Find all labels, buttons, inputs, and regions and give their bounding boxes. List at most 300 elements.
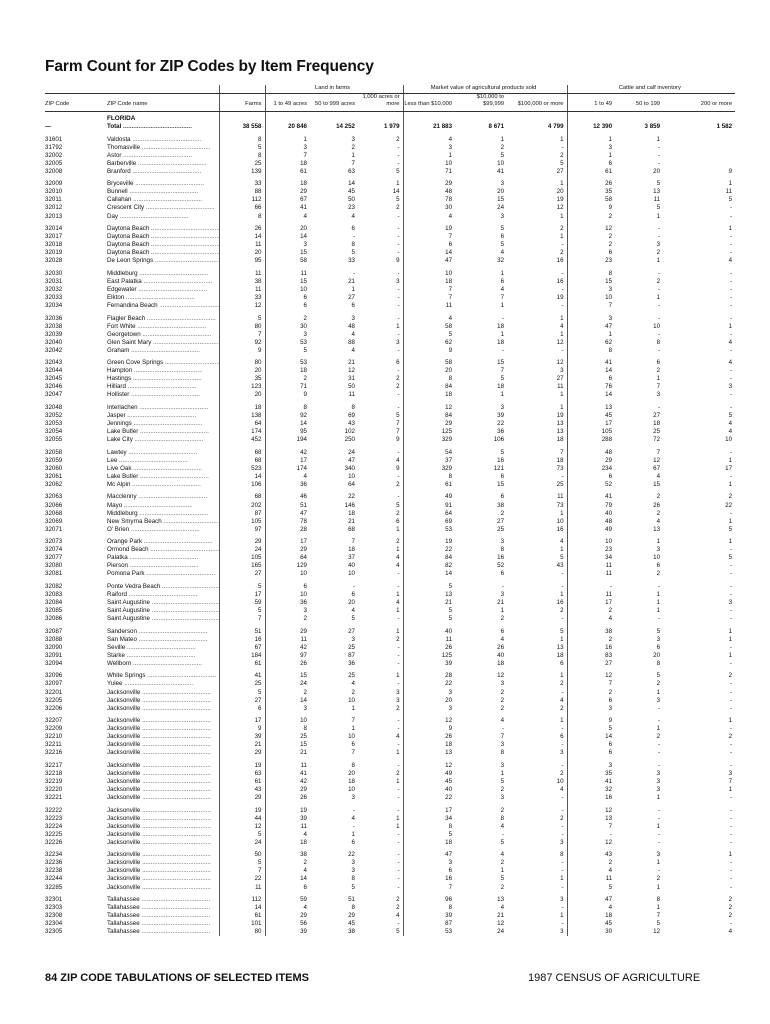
value-cell: -	[657, 159, 661, 167]
value-cell: -	[358, 160, 403, 168]
value-cell: -	[730, 277, 733, 285]
value-cell: 2	[507, 705, 567, 713]
value-cell: 19	[507, 412, 567, 420]
value-cell: -	[358, 391, 403, 399]
value-cell: 8	[303, 725, 307, 733]
zip-code-cell: 32046	[45, 383, 63, 391]
zip-code-cell: 32207	[45, 717, 63, 725]
value-cell: 1	[358, 323, 403, 331]
value-cell: -	[507, 884, 567, 892]
value-cell: 30	[300, 322, 307, 330]
value-cell: 5	[219, 859, 265, 867]
value-cell: -	[501, 314, 505, 322]
value-cell: 12	[605, 806, 613, 814]
value-cell: 6	[608, 749, 613, 757]
value-cell: 6	[500, 233, 505, 241]
value-cell: 49	[605, 525, 613, 533]
value-cell: 3	[656, 241, 661, 249]
zip-name-cell: Tallahassee .....	[107, 904, 219, 912]
value-cell: -	[507, 270, 567, 278]
value-cell: 125	[441, 428, 453, 436]
zip-code-cell: 32086	[45, 615, 63, 623]
zip-code-cell: 32220	[45, 786, 63, 794]
zip-code-cell: 32062	[45, 480, 63, 488]
value-cell: 41	[605, 777, 613, 785]
value-cell: 22	[725, 501, 733, 509]
value-cell: 138	[219, 412, 265, 420]
zip-code-cell: 32303	[45, 904, 63, 912]
value-cell: 2	[500, 688, 505, 696]
value-cell: -	[730, 643, 733, 651]
value-cell: -	[507, 583, 567, 591]
zip-name-cell: Day .....	[107, 213, 219, 221]
value-cell: 49	[445, 493, 453, 501]
value-cell: 2	[507, 680, 567, 688]
zip-name-cell: Daytona Beach .....	[107, 233, 219, 241]
value-cell: 102	[344, 428, 355, 436]
value-cell: 1	[351, 151, 355, 159]
zip-name-cell: White Springs .....	[107, 672, 219, 680]
value-cell: 59	[300, 896, 307, 904]
value-cell: 5	[507, 628, 567, 636]
value-cell: 43	[348, 420, 355, 428]
zip-code-cell: 32209	[45, 725, 63, 733]
value-cell: 41	[219, 672, 265, 680]
value-cell: 61	[219, 912, 265, 920]
value-cell: 7	[219, 867, 265, 875]
value-cell: 3	[351, 635, 355, 643]
value-cell: 29	[300, 786, 307, 794]
value-cell: 17	[605, 420, 613, 428]
value-cell: 79	[605, 501, 613, 509]
zip-code-cell: 32234	[45, 851, 63, 859]
value-cell: 14	[605, 367, 613, 375]
value-cell: 40	[445, 627, 453, 635]
value-cell: 25	[348, 643, 355, 651]
value-cell: 2	[507, 152, 567, 160]
value-cell: -	[358, 294, 403, 302]
value-cell: -	[358, 404, 403, 412]
value-cell: -	[358, 367, 403, 375]
value-cell: 2	[303, 688, 307, 696]
value-cell: 1	[656, 904, 661, 912]
table-row	[45, 449, 735, 457]
value-cell: 5	[448, 615, 453, 623]
value-cell: 3	[500, 680, 505, 688]
value-cell: 5	[358, 502, 403, 510]
value-cell: 1	[351, 285, 355, 293]
value-cell: 11	[219, 286, 265, 294]
value-cell: -	[507, 347, 567, 355]
table-row	[45, 481, 735, 489]
value-cell: 58	[605, 196, 613, 204]
value-cell: -	[358, 152, 403, 160]
value-cell: 6	[500, 493, 505, 501]
value-cell: 2	[303, 859, 307, 867]
value-cell: 11	[219, 270, 265, 278]
zip-name-cell: Callahan .....	[107, 196, 219, 204]
value-cell: -	[507, 570, 567, 578]
value-cell: 27	[653, 412, 661, 420]
table-row	[45, 168, 735, 176]
table-header	[45, 85, 735, 112]
value-cell: 27	[348, 627, 355, 635]
value-cell: 30	[445, 204, 453, 212]
value-cell: 26	[445, 643, 453, 651]
value-cell: -	[730, 704, 733, 712]
table-row	[45, 831, 735, 839]
value-cell: 4	[507, 786, 567, 794]
table-row	[45, 554, 735, 562]
value-cell: 1	[656, 135, 661, 143]
value-cell: -	[507, 689, 567, 697]
value-cell: 58	[300, 257, 307, 265]
col-zip-code: ZIP Code	[45, 94, 107, 112]
zip-code-cell: 32040	[45, 338, 63, 346]
value-cell: 1	[728, 225, 733, 233]
zip-name-cell: Jacksonville .....	[107, 831, 219, 839]
value-cell: 3	[656, 696, 661, 704]
zip-name-cell: Mayo .....	[107, 502, 219, 510]
value-cell: 3	[500, 794, 505, 802]
table-row	[45, 518, 735, 526]
value-cell: 234	[601, 464, 613, 472]
value-cell: 1	[507, 717, 567, 725]
value-cell: 6	[351, 225, 355, 233]
value-cell: 4	[728, 338, 733, 346]
value-cell: 50	[348, 196, 355, 204]
value-cell	[663, 160, 735, 168]
value-cell: 80	[219, 323, 265, 331]
zip-name-cell: Lake Butler .....	[107, 428, 219, 436]
col-less-than-10000: Less than $10,000	[403, 94, 455, 112]
value-cell: 18	[507, 457, 567, 465]
value-cell: 12	[507, 359, 567, 367]
value-cell: 21	[348, 517, 355, 525]
value-cell: 3	[507, 749, 567, 757]
value-cell: 1	[507, 636, 567, 644]
value-cell: 5	[351, 615, 355, 623]
table-row	[45, 851, 735, 859]
value-cell: -	[358, 725, 403, 733]
value-cell: 20	[653, 167, 661, 175]
zip-code-cell: 32211	[45, 741, 62, 749]
table-row	[45, 347, 735, 355]
value-cell: 15	[605, 277, 613, 285]
value-cell: 5	[656, 920, 661, 928]
value-cell: 1	[507, 315, 567, 323]
value-cell: 174	[219, 428, 265, 436]
value-cell: 5	[219, 144, 265, 152]
value-cell: 2	[358, 705, 403, 713]
value-cell: 1	[656, 212, 661, 220]
zip-name-cell: Lake Butler .....	[107, 473, 219, 481]
value-cell: 21	[348, 359, 355, 367]
value-cell: 5	[507, 160, 567, 168]
value-cell: 18	[348, 777, 355, 785]
value-cell: 7	[656, 383, 661, 391]
value-cell: 1	[507, 136, 567, 144]
value-cell: -	[657, 233, 661, 241]
value-cell: 4	[500, 717, 505, 725]
value-cell: 14	[300, 875, 307, 883]
value-cell: 14	[605, 391, 613, 399]
zip-code-cell: 32002	[45, 151, 63, 159]
value-cell: -	[358, 493, 403, 501]
value-cell: 22	[445, 794, 453, 802]
value-cell: 1	[358, 607, 403, 615]
value-cell: 1	[656, 688, 661, 696]
value-cell: 18	[300, 159, 307, 167]
value-cell: 105	[219, 518, 265, 526]
value-cell: 51	[300, 501, 307, 509]
value-cell: -	[657, 806, 661, 814]
value-cell: 4	[303, 867, 307, 875]
value-cell: 10	[348, 733, 355, 741]
value-cell: 9	[219, 725, 265, 733]
value-cell: 2	[358, 136, 403, 144]
value-cell: -	[358, 859, 403, 867]
value-cell: 22	[219, 875, 265, 883]
value-cell: -	[352, 822, 355, 830]
value-cell: 20	[445, 367, 453, 375]
value-cell: 1	[507, 672, 567, 680]
value-cell: 27	[605, 659, 613, 667]
value-cell: 2	[358, 383, 403, 391]
value-cell: 38	[605, 627, 613, 635]
zip-name-cell: Jacksonville .....	[107, 823, 219, 831]
value-cell: 3	[303, 704, 307, 712]
value-cell: 1	[728, 322, 733, 330]
value-cell: 15	[497, 359, 505, 367]
value-cell: -	[358, 225, 403, 233]
zip-code-cell: 32085	[45, 607, 63, 615]
value-cell: -	[730, 859, 733, 867]
table-row	[45, 152, 735, 160]
value-cell: 49	[445, 769, 453, 777]
zip-code-cell: 32030	[45, 269, 63, 277]
zip-name-cell: Pierson .....	[107, 562, 219, 570]
value-cell: 13	[445, 590, 453, 598]
value-cell: 6	[608, 472, 613, 480]
value-cell: 10	[300, 717, 307, 725]
zip-code-cell: 32221	[45, 794, 63, 802]
value-cell: 11	[300, 269, 307, 277]
value-cell: -	[507, 831, 567, 839]
value-cell: 8	[219, 136, 265, 144]
value-cell: 3	[303, 330, 307, 338]
value-cell: 13	[605, 814, 613, 822]
value-cell: 9	[358, 436, 403, 444]
value-cell: 11	[605, 875, 613, 883]
value-cell: 7	[656, 912, 661, 920]
value-cell: 20 846	[288, 123, 307, 131]
value-cell: -	[507, 241, 567, 249]
zip-code-cell: 32087	[45, 627, 63, 635]
table-row	[45, 615, 735, 623]
zip-code-cell: 32223	[45, 814, 63, 822]
zip-code-cell: 32033	[45, 293, 63, 301]
value-cell: 9	[219, 347, 265, 355]
table-row	[45, 465, 735, 473]
value-cell: -	[730, 285, 733, 293]
value-cell: 8	[507, 851, 567, 859]
value-cell: 38	[219, 278, 265, 286]
value-cell: 18	[300, 367, 307, 375]
zip-code-cell: 32066	[45, 501, 63, 509]
value-cell: 5	[358, 928, 403, 936]
value-cell: 11	[653, 196, 661, 204]
value-cell: -	[730, 233, 733, 241]
value-cell: 1	[728, 851, 733, 859]
value-cell: -	[358, 875, 403, 883]
value-cell: 1	[500, 301, 505, 309]
value-cell: 16	[507, 257, 567, 265]
value-cell: 4	[358, 733, 403, 741]
value-cell: 2	[656, 249, 661, 257]
zip-name-cell: Jacksonville .....	[107, 697, 219, 705]
zip-name-cell: De Leon Springs .....	[107, 257, 219, 265]
value-cell: -	[358, 920, 403, 928]
value-cell: 5	[219, 831, 265, 839]
zip-code-cell: 32008	[45, 167, 63, 175]
value-cell: 8	[608, 346, 613, 354]
value-cell: -	[730, 375, 733, 383]
value-cell: -	[358, 315, 403, 323]
value-cell: 8	[500, 546, 505, 554]
value-cell: 44	[219, 815, 265, 823]
zip-name-cell: Seville .....	[107, 644, 219, 652]
value-cell: 20	[653, 651, 661, 659]
value-cell: 38	[300, 851, 307, 859]
value-cell: 51	[219, 628, 265, 636]
value-cell: 23	[605, 546, 613, 554]
value-cell: 1	[358, 823, 403, 831]
value-cell: 34	[605, 554, 613, 562]
value-cell: 14	[300, 696, 307, 704]
value-cell: 48	[605, 517, 613, 525]
value-cell: 47	[348, 456, 355, 464]
table-row	[45, 136, 735, 144]
value-cell: 59	[219, 599, 265, 607]
value-cell: 12	[653, 928, 661, 936]
value-cell: 47	[445, 257, 453, 265]
value-cell: 4	[358, 554, 403, 562]
value-cell: 14	[219, 904, 265, 912]
value-cell: 4	[500, 851, 505, 859]
value-cell: 35	[605, 769, 613, 777]
value-cell: 5	[507, 554, 567, 562]
value-cell: 1	[448, 151, 453, 159]
value-cell: 1	[507, 912, 567, 920]
zip-code-cell: 32058	[45, 448, 63, 456]
value-cell: 15	[653, 480, 661, 488]
value-cell: 3	[351, 867, 355, 875]
value-cell: 10	[300, 570, 307, 578]
value-cell: 3	[303, 241, 307, 249]
value-cell: 18	[445, 277, 453, 285]
value-cell: -	[507, 473, 567, 481]
value-cell: -	[501, 346, 505, 354]
value-cell: 4	[500, 904, 505, 912]
value-cell: 7	[448, 883, 453, 891]
value-cell: 8	[351, 875, 355, 883]
zip-code-cell: 32047	[45, 391, 63, 399]
value-cell: 63	[348, 167, 355, 175]
state-name: FLORIDA	[107, 112, 219, 124]
table-row	[45, 725, 735, 733]
value-cell: 1	[507, 510, 567, 518]
value-cell: 10	[507, 518, 567, 526]
table-row	[45, 778, 735, 786]
zip-name-cell: O' Brien .....	[107, 526, 219, 534]
value-cell: 41	[300, 204, 307, 212]
value-cell: 4	[728, 428, 733, 436]
zip-name-cell: Jacksonville .....	[107, 762, 219, 770]
value-cell: 30	[605, 928, 613, 936]
value-cell: -	[358, 660, 403, 668]
value-cell: -	[507, 794, 567, 802]
value-cell: 19	[445, 538, 453, 546]
value-cell: 12	[497, 920, 505, 928]
zip-code-cell: 32059	[45, 456, 63, 464]
value-cell: 1	[351, 704, 355, 712]
value-cell: 61	[445, 480, 453, 488]
value-cell: -	[730, 814, 733, 822]
table-row	[45, 270, 735, 278]
value-cell: 51	[348, 896, 355, 904]
table-row	[45, 493, 735, 501]
zip-name-cell: Jacksonville .....	[107, 717, 219, 725]
value-cell: 39	[300, 928, 307, 936]
value-cell: 19	[445, 225, 453, 233]
value-cell: 92	[300, 412, 307, 420]
value-cell: 2	[507, 815, 567, 823]
value-cell: 62	[605, 338, 613, 346]
value-cell: 7	[351, 749, 355, 757]
value-cell: 5	[500, 375, 505, 383]
table-row	[45, 583, 735, 591]
value-cell: 5	[728, 554, 733, 562]
value-cell: 41	[605, 359, 613, 367]
value-cell: -	[507, 762, 567, 770]
table-row	[45, 859, 735, 867]
value-cell: 61	[219, 660, 265, 668]
value-cell: 340	[344, 464, 355, 472]
value-cell: 31	[348, 375, 355, 383]
value-cell: -	[657, 717, 661, 725]
value-cell: -	[358, 213, 403, 221]
value-cell: 7	[500, 367, 505, 375]
value-cell: -	[358, 615, 403, 623]
value-cell: -	[609, 582, 613, 590]
value-cell: 25	[219, 680, 265, 688]
value-cell: 13	[653, 525, 661, 533]
value-cell: 64	[300, 554, 307, 562]
value-cell: 4	[608, 615, 613, 623]
value-cell: 69	[445, 517, 453, 525]
value-cell: 6	[219, 705, 265, 713]
value-cell: -	[352, 233, 355, 241]
value-cell: 26	[219, 225, 265, 233]
value-cell: 4	[507, 538, 567, 546]
farm-count-table	[45, 85, 735, 936]
value-cell: 1	[507, 180, 567, 188]
value-cell: 27	[507, 375, 567, 383]
value-cell: 5	[500, 448, 505, 456]
value-cell: 11	[219, 241, 265, 249]
value-cell: 4	[656, 472, 661, 480]
